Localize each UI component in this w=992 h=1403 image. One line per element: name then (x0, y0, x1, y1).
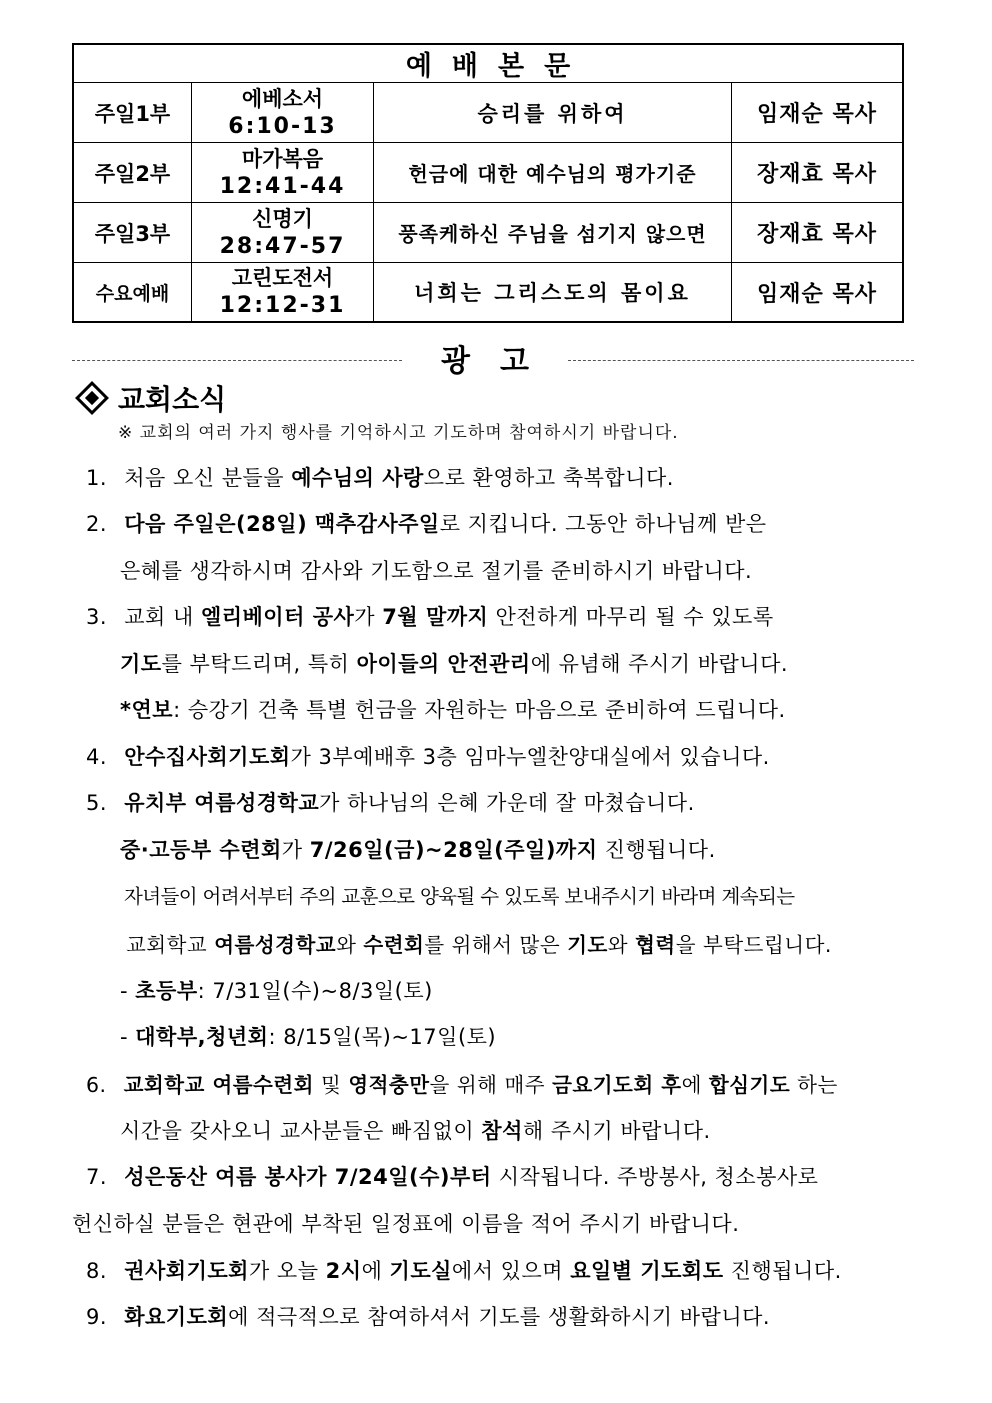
item-continuation (120, 834, 716, 864)
item-continuation: 자녀들이 어려서부터 주의 교훈으로 양육될 수 있도록 보내주시기 바라며 계속되는 (124, 885, 795, 908)
item-text: 에서 있으며 (451, 1259, 571, 1283)
item-continuation (120, 648, 788, 678)
item-number: 6. (86, 1073, 107, 1097)
list-item (86, 787, 695, 817)
item-emphasis: 참석 (481, 1119, 523, 1143)
scripture-ref (192, 203, 374, 262)
item-number: 9. (86, 1305, 108, 1329)
item-emphasis: 초등부 (135, 979, 198, 1003)
item-emphasis: 협력 (635, 933, 676, 957)
service-name: 주일1부 (74, 83, 192, 142)
item-emphasis: 영적충만 (348, 1073, 430, 1097)
item-emphasis: 예수님의 사랑 (291, 466, 424, 490)
section-title: 교회소식 (118, 383, 227, 416)
item-text: 로 지킵니다. 그동안 하나님께 받은 (439, 512, 767, 536)
worship-table (72, 43, 904, 323)
item-text: 를 부탁드리며, 특히 (161, 652, 357, 676)
list-item (86, 1255, 842, 1285)
item-continuation: 헌신하실 분들은 현관에 부착된 일정표에 이름을 적어 주시기 바랍니다. (72, 1212, 740, 1236)
section-note: ※ 교회의 여러 가지 행사를 기억하시고 기도하며 참여하시기 바랍니다. (118, 423, 679, 443)
item-continuation (120, 1115, 711, 1145)
list-item (86, 1161, 818, 1191)
dashed-divider (568, 360, 914, 361)
worship-row (74, 143, 902, 203)
item-text: 하는 (790, 1073, 838, 1097)
item-emphasis: 교회학교 여름수련회 (123, 1073, 314, 1097)
item-text: 가 3부예배후 3층 임마누엘찬양대실에서 있습니다. (290, 745, 770, 769)
item-text: 을 부탁드립니다. (675, 933, 832, 957)
item-number: 7. (86, 1165, 108, 1189)
scripture-book: 고린도전서 (231, 266, 334, 290)
item-text: 교회 내 (124, 605, 201, 629)
item-text: 에 유념해 주시기 바랍니다. (530, 652, 789, 676)
item-text: - (120, 979, 136, 1003)
item-text: 와 (607, 933, 636, 957)
item-emphasis: 성은동산 여름 봉사가 7/24일(수)부터 (124, 1165, 492, 1189)
list-item (86, 508, 767, 538)
scripture-verse: 6:10-13 (228, 113, 337, 139)
item-number: 8. (86, 1259, 108, 1283)
scripture-book: 에베소서 (241, 86, 324, 111)
list-item (86, 462, 674, 492)
worship-row (74, 203, 902, 263)
item-text: 진행됩니다. (597, 838, 716, 862)
item-text: 해 주시기 바랍니다. (522, 1119, 711, 1143)
scripture-verse: 12:41-44 (219, 173, 346, 199)
diamond-bullet-icon (75, 381, 109, 415)
item-text: 에 (681, 1073, 709, 1097)
item-text: : 승강기 건축 특별 헌금을 자원하는 마음으로 준비하여 드립니다. (173, 698, 786, 722)
item-text: 을 위해 매주 (429, 1073, 553, 1097)
item-emphasis: 화요기도회 (124, 1305, 229, 1329)
item-text: 안전하게 마무리 될 수 있도록 (488, 605, 774, 629)
scripture-book: 마가복음 (241, 146, 324, 171)
item-text: - (120, 1025, 136, 1049)
sermon-title: 승리를 위하여 (374, 83, 732, 142)
pastor-name: 장재효 목사 (757, 162, 877, 187)
sub-item (120, 1021, 496, 1051)
sermon-title: 풍족케하신 주님을 섬기지 않으면 (374, 203, 732, 262)
item-number: 4. (86, 745, 108, 769)
item-text: 에 적극적으로 참여하셔서 기도를 생활화하시기 바랍니다. (228, 1305, 771, 1329)
item-number: 5. (86, 791, 108, 815)
item-emphasis: 여름성경학교 (214, 933, 337, 957)
worship-row (74, 263, 902, 321)
item-emphasis: 안수집사회기도회 (124, 745, 291, 769)
item-emphasis: 기도 (567, 933, 608, 957)
item-emphasis: 중·고등부 수련회 (120, 838, 282, 862)
item-text: 가 (354, 605, 383, 629)
pastor-name: 임재순 목사 (757, 281, 877, 307)
scripture-ref (192, 263, 374, 321)
item-text: 를 위해서 많은 (424, 933, 568, 957)
worship-table-title: 예배본문 (74, 45, 902, 83)
item-text: 에 (361, 1259, 390, 1283)
item-text: 시간을 갖사오니 교사분들은 빠짐없이 (120, 1119, 482, 1143)
item-emphasis: 2시 (325, 1259, 362, 1283)
item-text: 가 (281, 838, 310, 862)
announcement-title: 광고 (441, 344, 559, 379)
item-text: 진행됩니다. (723, 1259, 842, 1283)
item-emphasis: *연보 (120, 698, 174, 722)
item-text: 처음 오신 분들을 (124, 466, 292, 490)
scripture-ref (192, 83, 374, 142)
item-continuation (126, 928, 832, 958)
scripture-ref (192, 143, 374, 202)
item-emphasis: 요일별 기도회도 (570, 1259, 724, 1283)
item-text: : 7/31일(수)~8/3일(토) (197, 979, 433, 1003)
scripture-verse: 28:47-57 (219, 233, 346, 259)
item-text: 가 오늘 (248, 1259, 326, 1283)
announcement-header (72, 336, 914, 379)
item-text: 와 (336, 933, 364, 957)
item-text: 가 하나님의 은혜 가운데 잘 마쳤습니다. (319, 791, 695, 815)
list-item (86, 1068, 838, 1098)
dashed-divider (72, 360, 402, 361)
item-emphasis: 금요기도회 후 (552, 1073, 682, 1097)
item-text: 및 (313, 1073, 349, 1097)
item-continuation: 은혜를 생각하시며 감사와 기도함으로 절기를 준비하시기 바랍니다. (120, 559, 753, 583)
sermon-title: 헌금에 대한 예수님의 평가기준 (374, 143, 732, 202)
item-emphasis: 합심기도 (708, 1073, 791, 1097)
item-text: 으로 환영하고 축복합니다. (423, 466, 674, 490)
item-text: 시작됩니다. 주방봉사, 청소봉사로 (491, 1165, 819, 1189)
list-item (86, 601, 774, 631)
service-name: 수요예배 (74, 263, 192, 321)
item-emphasis: 유치부 여름성경학교 (124, 791, 320, 815)
item-emphasis: 7월 말까지 (382, 605, 489, 629)
item-emphasis: 기도실 (389, 1259, 452, 1283)
list-item (86, 1301, 770, 1331)
scripture-book: 신명기 (252, 206, 313, 231)
item-emphasis: 다음 주일은(28일) 맥추감사주일 (124, 512, 440, 536)
item-emphasis: 아이들의 안전관리 (356, 652, 531, 676)
sub-item (120, 975, 433, 1005)
service-name: 주일3부 (74, 203, 192, 262)
item-emphasis: 7/26일(금)~28일(주일)까지 (309, 838, 598, 862)
scripture-verse: 12:12-31 (219, 293, 346, 318)
item-emphasis: 권사회기도회 (124, 1259, 249, 1283)
item-text: 교회학교 (126, 933, 215, 957)
pastor-name: 임재순 목사 (757, 102, 877, 127)
item-number: 3. (86, 605, 108, 629)
item-number: 1. (86, 466, 108, 490)
pastor-name: 장재효 목사 (757, 222, 877, 247)
item-text: : 8/15일(목)~17일(토) (268, 1025, 497, 1049)
item-continuation (120, 694, 786, 724)
sermon-title: 너희는 그리스도의 몸이요 (374, 263, 732, 321)
item-number: 2. (86, 512, 108, 536)
service-name: 주일2부 (74, 143, 192, 202)
item-emphasis: 수련회 (363, 933, 425, 957)
item-emphasis: 기도 (120, 652, 162, 676)
list-item (86, 741, 770, 771)
worship-row (74, 83, 902, 143)
item-emphasis: 대학부,청년회 (135, 1025, 269, 1049)
item-emphasis: 엘리베이터 공사 (200, 605, 355, 629)
section-heading (80, 378, 226, 418)
